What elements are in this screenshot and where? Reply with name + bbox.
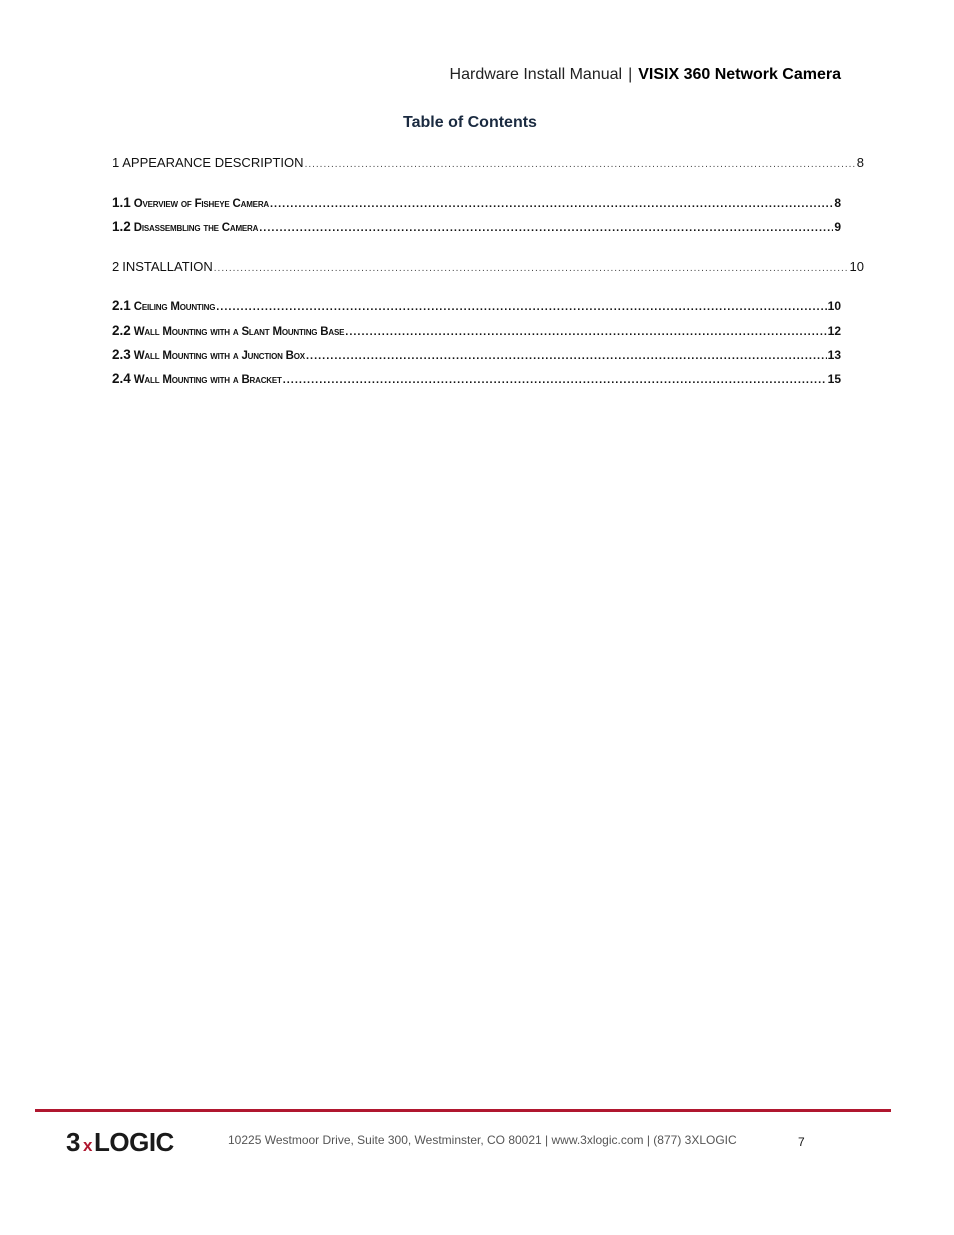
3xlogic-logo-icon <box>66 1126 198 1156</box>
toc-dot-leader <box>345 326 826 338</box>
toc-entry-page: 15 <box>827 372 841 386</box>
toc-entry-label: Wall Mounting with a Slant Mounting Base <box>133 326 345 338</box>
header-separator: | <box>628 66 633 83</box>
toc-entry-page: 8 <box>856 155 864 170</box>
svg-text:3: 3 <box>66 1127 81 1156</box>
toc-entry-number: 2.4 <box>112 371 131 386</box>
running-header <box>450 66 841 84</box>
toc-entry-page: 13 <box>827 348 841 362</box>
toc-entry-label: Overview of Fisheye Camera <box>133 198 269 210</box>
svg-text:x: x <box>83 1136 93 1155</box>
svg-text:LOGIC: LOGIC <box>94 1127 174 1156</box>
toc-entry-number: 2 <box>112 259 120 274</box>
toc-dot-leader <box>283 374 827 386</box>
toc-entry-label: Disassembling the Camera <box>133 222 259 234</box>
toc-entry-appearance-description[interactable] <box>112 155 864 170</box>
toc-entry-page: 9 <box>834 220 841 234</box>
company-logo <box>66 1126 198 1156</box>
toc-entry-page: 10 <box>849 259 864 274</box>
toc-entry-label: Wall Mounting with a Bracket <box>133 374 282 386</box>
toc-dot-leader <box>214 263 849 274</box>
toc-entry-ceiling-mounting[interactable] <box>112 298 841 313</box>
footer-contact-info: 10225 Westmoor Drive, Suite 300, Westminster, CO 80021 | www.3xlogic.com | (877) 3XLOGIC <box>228 1133 737 1147</box>
toc-dot-leader <box>305 159 856 170</box>
toc-entry-page: 10 <box>827 299 841 313</box>
toc-entry-disassembling-the-camera[interactable] <box>112 219 841 234</box>
toc-entry-number: 1.1 <box>112 195 131 210</box>
toc-entry-label: INSTALLATION <box>122 259 213 274</box>
header-manual-title: Hardware Install Manual <box>449 66 623 83</box>
footer-divider <box>35 1109 891 1112</box>
toc-entry-label: Ceiling Mounting <box>133 301 216 313</box>
toc-entry-wall-mounting-bracket[interactable] <box>112 371 841 386</box>
header-product-name: VISIX 360 Network Camera <box>638 66 841 83</box>
toc-entry-overview-of-fisheye-camera[interactable] <box>112 195 841 210</box>
toc-entry-number: 2.1 <box>112 298 131 313</box>
toc-entry-page: 12 <box>827 324 841 338</box>
toc-entry-number: 2.2 <box>112 323 131 338</box>
toc-dot-leader <box>270 198 833 210</box>
toc-entry-page: 8 <box>834 196 841 210</box>
toc-entry-wall-mounting-slant-base[interactable] <box>112 323 841 338</box>
toc-entry-label: Wall Mounting with a Junction Box <box>133 350 305 362</box>
toc-title: Table of Contents <box>403 114 537 131</box>
toc-entry-wall-mounting-junction-box[interactable] <box>112 347 841 362</box>
page-number: 7 <box>798 1135 805 1149</box>
toc-entry-installation[interactable] <box>112 259 864 274</box>
toc-entry-number: 2.3 <box>112 347 131 362</box>
toc-entry-number: 1.2 <box>112 219 131 234</box>
toc-dot-leader <box>306 350 827 362</box>
toc-entry-number: 1 <box>112 155 120 170</box>
toc-entry-label: APPEARANCE DESCRIPTION <box>122 155 304 170</box>
toc-dot-leader <box>259 222 833 234</box>
toc-dot-leader <box>216 301 826 313</box>
